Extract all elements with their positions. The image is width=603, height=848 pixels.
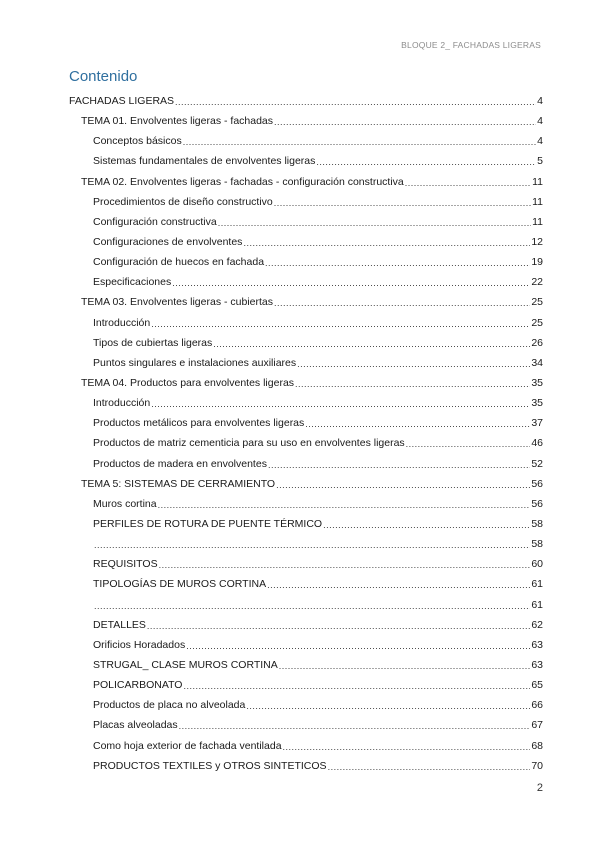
toc-entry[interactable] [69, 736, 543, 756]
table-of-contents [69, 91, 543, 776]
toc-entry-page: 63 [531, 659, 543, 671]
dot-leader [283, 742, 531, 752]
toc-entry[interactable] [69, 91, 543, 111]
dot-leader [295, 379, 530, 389]
toc-entry-page: 22 [531, 276, 543, 289]
toc-entry[interactable] [69, 353, 543, 373]
toc-entry-title: Productos de placa no alveolada [93, 699, 246, 712]
toc-entry[interactable] [69, 192, 543, 212]
toc-entry[interactable] [69, 514, 543, 534]
toc-entry-title: Configuración constructiva [93, 215, 217, 228]
toc-entry-title: Introducción [93, 397, 151, 410]
toc-entry[interactable] [69, 272, 543, 292]
dot-leader [151, 399, 530, 409]
toc-entry-title: Como hoja exterior de fachada ventilada [93, 739, 282, 752]
dot-leader [179, 721, 531, 731]
toc-entry[interactable] [69, 292, 543, 312]
toc-entry-title: DETALLES [93, 618, 146, 631]
toc-entry-page: 56 [531, 477, 543, 490]
toc-entry-page: 62 [531, 618, 543, 631]
toc-entry-page: 4 [537, 95, 543, 108]
dot-leader [276, 480, 530, 490]
toc-entry-page: 68 [531, 739, 543, 752]
toc-entry-title: Productos de matriz cementicia para su uso en envolventes ligeras [93, 437, 405, 450]
toc-entry-title: Procedimientos de diseño constructivo [93, 195, 273, 208]
toc-entry-page: 26 [531, 336, 543, 349]
toc-entry-title: Especificaciones [93, 276, 172, 289]
toc-entry-title: TEMA 5: SISTEMAS DE CERRAMIENTO [81, 477, 276, 490]
toc-entry-title: FACHADAS LIGERAS [69, 95, 175, 108]
toc-entry[interactable] [69, 534, 543, 554]
dot-leader [328, 762, 531, 772]
dot-leader [279, 661, 531, 671]
dot-leader [243, 238, 530, 248]
toc-entry[interactable] [69, 695, 543, 715]
toc-entry-page: 25 [531, 316, 543, 329]
dot-leader [323, 520, 530, 530]
toc-entry-page: 58 [531, 538, 543, 551]
toc-entry-page: 4 [537, 135, 543, 148]
toc-entry-page: 34 [531, 356, 543, 369]
toc-entry-title: Configuración de huecos en fachada [93, 256, 265, 269]
toc-entry[interactable] [69, 313, 543, 333]
toc-entry[interactable] [69, 756, 543, 776]
toc-entry[interactable] [69, 373, 543, 393]
toc-entry-title: Orificios Horadados [93, 638, 186, 651]
dot-leader [316, 157, 536, 167]
toc-entry-title: TIPOLOGÍAS DE MUROS CORTINA [93, 578, 267, 591]
toc-entry-title: Placas alveoladas [93, 719, 178, 732]
toc-entry-page: 52 [531, 457, 543, 470]
toc-entry[interactable] [69, 454, 543, 474]
dot-leader [267, 580, 530, 590]
toc-entry[interactable] [69, 655, 543, 675]
dot-leader [213, 339, 530, 349]
toc-entry-page: 37 [531, 417, 543, 430]
toc-entry-title: TEMA 01. Envolventes ligeras - fachadas [81, 115, 274, 128]
toc-entry-title: Sistemas fundamentales de envolventes ligeras [93, 155, 316, 168]
dot-leader [274, 117, 536, 127]
toc-entry-page: 35 [531, 377, 543, 390]
toc-entry[interactable] [69, 151, 543, 171]
toc-entry[interactable] [69, 675, 543, 695]
toc-entry[interactable] [69, 635, 543, 655]
toc-entry[interactable] [69, 574, 543, 594]
dot-leader [158, 500, 531, 510]
toc-entry-title: STRUGAL_ CLASE MUROS CORTINA [93, 659, 278, 671]
dot-leader [405, 178, 531, 188]
toc-entry[interactable] [69, 232, 543, 252]
dot-leader [246, 701, 530, 711]
toc-entry[interactable] [69, 252, 543, 272]
toc-entry-page: 61 [531, 578, 543, 591]
dot-leader [94, 540, 530, 550]
toc-entry-title: TEMA 03. Envolventes ligeras - cubiertas [81, 296, 274, 309]
page-number: 2 [536, 782, 543, 794]
toc-entry-page: 61 [531, 598, 543, 611]
dot-leader [147, 621, 530, 631]
toc-entry[interactable] [69, 212, 543, 232]
toc-entry[interactable] [69, 333, 543, 353]
dot-leader [406, 439, 531, 449]
toc-entry-page: 11 [532, 195, 543, 208]
toc-entry-title: PERFILES DE ROTURA DE PUENTE TÉRMICO [93, 518, 323, 531]
toc-entry-title: Puntos singulares e instalaciones auxiliares [93, 356, 297, 369]
toc-entry-title: Conceptos básicos [93, 135, 182, 148]
dot-leader [305, 419, 530, 429]
dot-leader [218, 218, 531, 228]
toc-entry-title: REQUISITOS [93, 558, 158, 571]
dot-leader [274, 198, 531, 208]
toc-entry-page: 66 [531, 699, 543, 712]
toc-entry-title: TEMA 02. Envolventes ligeras - fachadas - configuración constructiva [81, 175, 404, 188]
dot-leader [268, 460, 530, 470]
toc-heading: Contenido [69, 68, 138, 85]
dot-leader [183, 137, 536, 147]
dot-leader [265, 258, 530, 268]
toc-entry-page: 11 [532, 215, 543, 228]
toc-entry-title: Introducción [93, 316, 151, 329]
toc-entry[interactable] [69, 554, 543, 574]
toc-entry-page: 58 [531, 518, 543, 531]
dot-leader [274, 298, 530, 308]
toc-entry-page: 65 [531, 679, 543, 692]
running-header: BLOQUE 2_ FACHADAS LIGERAS [401, 40, 541, 50]
toc-entry[interactable] [69, 172, 543, 192]
dot-leader [175, 97, 536, 107]
dot-leader [94, 601, 530, 611]
toc-entry[interactable] [69, 715, 543, 735]
toc-entry[interactable] [69, 494, 543, 514]
toc-entry-title: Configuraciones de envolventes [93, 236, 243, 249]
toc-entry-page: 67 [531, 719, 543, 732]
toc-entry-title: Productos metálicos para envolventes ligeras [93, 417, 305, 430]
toc-entry-title: POLICARBONATO [93, 679, 183, 692]
toc-entry-page: 35 [531, 397, 543, 410]
toc-entry-page: 46 [531, 437, 543, 450]
toc-entry-page: 12 [531, 236, 543, 249]
dot-leader [297, 359, 530, 369]
toc-entry[interactable] [69, 393, 543, 413]
toc-entry-title: TEMA 04. Productos para envolventes ligeras [81, 377, 295, 390]
toc-entry-page: 25 [531, 296, 543, 309]
dot-leader [151, 319, 530, 329]
toc-entry-title: Tipos de cubiertas ligeras [93, 336, 213, 349]
toc-entry[interactable] [69, 433, 543, 453]
toc-entry[interactable] [69, 474, 543, 494]
toc-entry-page: 56 [531, 497, 543, 510]
dot-leader [172, 278, 530, 288]
toc-entry-page: 4 [537, 115, 543, 128]
toc-entry-title: Muros cortina [93, 497, 157, 510]
toc-entry-page: 5 [537, 155, 543, 168]
toc-entry-page: 63 [531, 638, 543, 651]
toc-entry-page: 19 [531, 256, 543, 269]
toc-entry-page: 70 [531, 759, 543, 772]
dot-leader [159, 560, 531, 570]
toc-entry-page: 60 [531, 558, 543, 571]
dot-leader [183, 681, 530, 691]
toc-entry-page: 11 [532, 175, 543, 188]
dot-leader [186, 641, 530, 651]
toc-entry[interactable] [69, 111, 543, 131]
toc-entry[interactable] [69, 413, 543, 433]
toc-entry-title: Productos de madera en envolventes [93, 457, 267, 470]
toc-entry[interactable] [69, 131, 543, 151]
toc-entry-title: PRODUCTOS TEXTILES y OTROS SINTETICOS [93, 759, 327, 772]
toc-entry[interactable] [69, 615, 543, 635]
toc-entry[interactable] [69, 595, 543, 615]
